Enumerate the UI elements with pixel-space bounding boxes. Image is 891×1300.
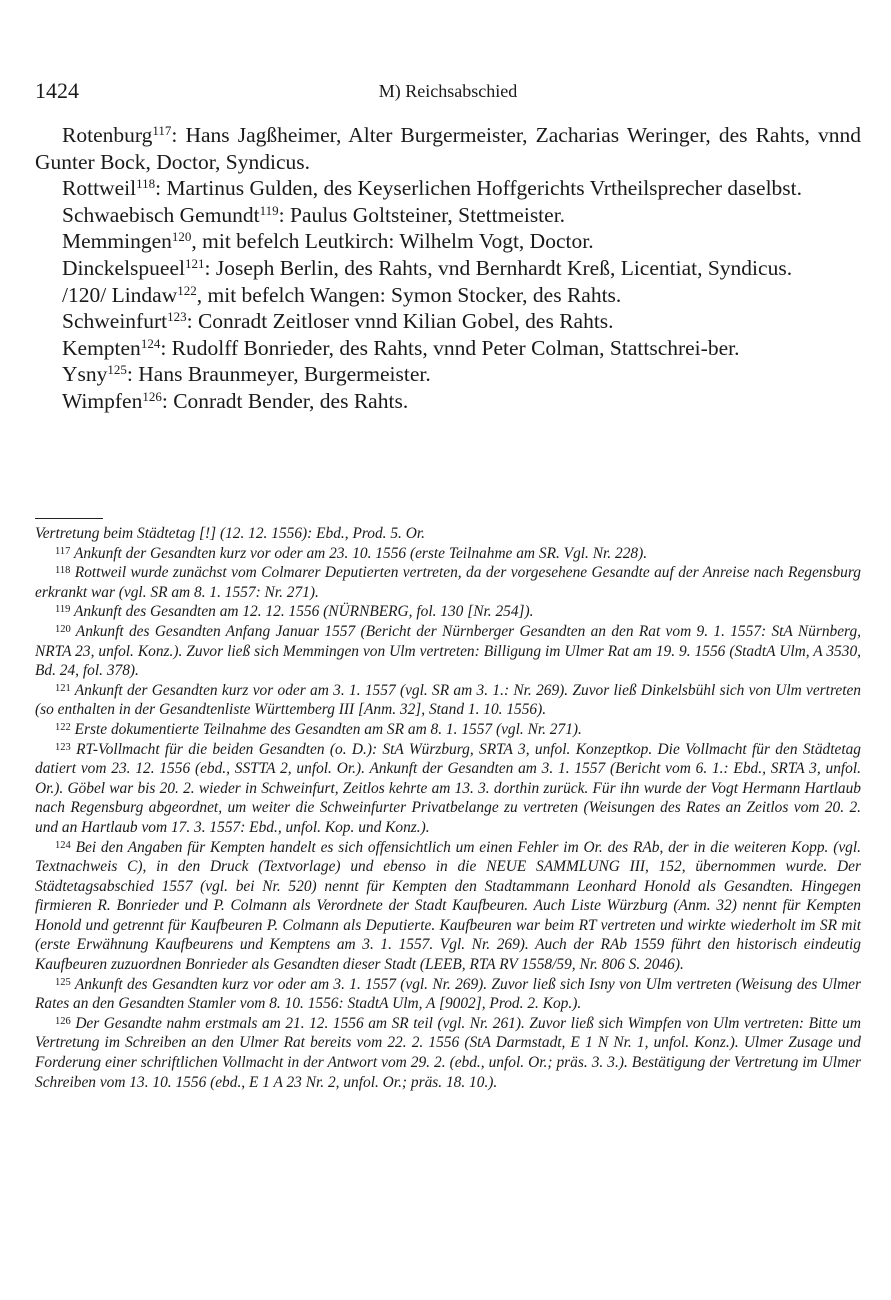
footnote-number: 119 [55, 604, 71, 616]
footnote-119 [35, 602, 861, 622]
entry-schweinfurt [35, 308, 861, 335]
footnote-text: RT-Vollmacht für die beiden Gesandten (o. D.): StA Würzburg, SRTA 3, unfol. Konzeptkop. Die Vollmacht für den Städtetag datiert vom 23. 12. 1556 (ebd., SSTTA 2, unfol. Or.). Ankunft der Gesandten am 3. 1. 1557 (Bericht vom 6. 1.: Ebd., SRTA 3, unfol. Or.). Göbel war bis 20. 2. wieder in Schweinfurt, Zeitlos kehrte am 13. 3. dorthin zurück. Für ihn wurde der Vogt Hermann Hartlaub nach Regensburg abgeordnet, um weiter die Schweinfurter Privatbelange zu vertreten (Weisungen des Rates an Zeitlos vom 20. 2. und an Hartlaub vom 17. 3. 1557: Ebd., unfol. Kop. und Konz.). [35, 740, 861, 836]
footnote-124 [35, 838, 861, 975]
footnote-divider [35, 518, 103, 519]
entry-place: Kempten [62, 335, 141, 360]
footnote-ref: 122 [177, 282, 197, 298]
entry-place: Ysny [62, 362, 108, 387]
entry-lindaw [35, 282, 861, 309]
footnote-number: 117 [55, 545, 71, 557]
entry-rotenburg [35, 122, 861, 175]
footnote-ref: 126 [142, 388, 162, 404]
footnote-120 [35, 622, 861, 681]
entry-text: : Hans Jagßheimer, Alter Burgermeister, Zacharias Weringer, des Rahts, vnnd Gunter Bock, Doctor, Syndicus. [35, 123, 861, 174]
entry-kempten [35, 335, 861, 362]
footnote-text: Bei den Angaben für Kempten handelt es sich offensichtlich um einen Fehler im Or. des RAb, der in die weiteren Kopp. (vgl. Textnachweis C), in den Druck (Textvorlage) und ebenso in die NEUE SAMMLUNG III, 152, übernommen wurde. Der Städtetagsabschied 1557 (vgl. bei Nr. 520) nennt für Kempten den Stadtammann Leonhard Honold als Gesandten. Hingegen firmieren R. Bonrieder und P. Colmann als Verordnete der Stadt Kaufbeuren. Auch Liste Würzburg (Anm. 32) nennt für Kempten Honold und getrennt für Kaufbeuren P. Colmann als Deputierte. Kaufbeuren war beim RT vertreten und wirkte wiederholt im SR mit (erste Erwähnung Kaufbeurens und Kemptens am 3. 1. 1557. Vgl. Nr. 269). Auch der RAb 1559 führt den historisch eindeutig Kaufbeuren zuzuordnen Bonrieder als Gesandten dieser Stadt (LEEB, RTA RV 1558/59, Nr. 806 S. 2046). [35, 838, 861, 974]
entry-place: Wimpfen [62, 388, 143, 413]
footnote-121 [35, 681, 861, 720]
footnote-ref: 120 [171, 229, 192, 245]
footnote-text: Ankunft des Gesandten kurz vor oder am 3. 1. 1557 (vgl. Nr. 269). Zuvor ließ sich Isny von Ulm vertreten (Weisung des Ulmer Rates an den Gesandten Stamler vom 8. 10. 1556: StadtA Ulm, A [9002], Prod. 2. Kop.). [35, 975, 861, 1013]
footnote-number: 124 [55, 839, 71, 851]
footnote-ref: 121 [185, 255, 205, 271]
entry-ysny [35, 361, 861, 388]
footnote-126 [35, 1014, 861, 1092]
footnote-117 [35, 544, 861, 564]
entry-dinckelspueel [35, 255, 861, 282]
footnote-number: 125 [55, 976, 71, 988]
footnote-ref: 118 [136, 176, 156, 192]
footnote-text: Ankunft der Gesandten kurz vor oder am 3. 1. 1557 (vgl. SR am 3. 1.: Nr. 269). Zuvor ließ Dinkelsbühl sich von Ulm vertreten (so enthalten in der Gesandtenliste Württemberg III [Anm. 32], Stand 1. 10. 1556). [35, 681, 861, 719]
footnote-text: Ankunft des Gesandten Anfang Januar 1557 (Bericht der Nürnberger Gesandten an den Rat vom 9. 1. 1557: StA Nürnberg, NRTA 23, unfol. Konz.). Zuvor ließ sich Memmingen von Ulm vertreten: Billigung im Ulmer Rat am 19. 9. 1556 (StadtA Ulm, A 3530, Bd. 24, fol. 378). [35, 622, 861, 680]
footnote-number: 121 [55, 682, 71, 694]
footnote-text: Der Gesandte nahm erstmals am 21. 12. 1556 am SR teil (vgl. Nr. 261). Zuvor ließ sich Wimpfen von Ulm vertreten: Bitte um Vertretung im Schreiben an den Ulmer Rat bereits vom 22. 2. 1556 (StA Darmstadt, E 1 N Nr. 1, unfol. Konz.). Ulmer Zusage und Forderung einer schriftlichen Vollmacht in der Antwort vom 29. 2. (ebd., unfol. Or.; präs. 3. 3.). Bestätigung der Vertretung im Ulmer Schreiben vom 13. 10. 1556 (ebd., E 1 A 23 Nr. 2, unfol. Or.; präs. 18. 10.). [35, 1014, 861, 1091]
entry-place: Schwaebisch Gemundt [62, 202, 260, 227]
entry-text: : Martinus Gulden, des Keyserlichen Hoffgerichts Vrtheilsprecher daselbst. [155, 176, 803, 201]
entry-text: : Conradt Bender, des Rahts. [161, 388, 409, 413]
footnote-text: Erste dokumentierte Teilnahme des Gesandten am SR am 8. 1. 1557 (vgl. Nr. 271). [74, 720, 582, 738]
running-head: M) Reichsabschied [378, 81, 518, 101]
entry-schwaebisch-gemundt [35, 202, 861, 229]
entry-place: Memmingen [62, 229, 172, 254]
footnote-ref: 117 [152, 123, 172, 138]
footnote-123 [35, 740, 861, 838]
footnote-118 [35, 563, 861, 602]
entry-wimpfen [35, 388, 861, 415]
entry-text: : Paulus Goltsteiner, Stettmeister. [278, 202, 566, 227]
entry-place: Dinckelspueel [62, 255, 185, 280]
footnote-continuation: Vertretung beim Städtetag [!] (12. 12. 1556): Ebd., Prod. 5. Or. [35, 525, 426, 542]
entry-place: Rottweil [62, 176, 137, 201]
entry-text: : Rudolff Bonrieder, des Rahts, vnnd Peter Colman, Stattschrei-ber. [160, 335, 740, 360]
entry-place: Schweinfurt [62, 309, 168, 334]
entry-place: Rotenburg [62, 123, 153, 147]
footnote-ref: 124 [140, 335, 161, 351]
entry-rottweil [35, 175, 861, 202]
entry-place: /120/ Lindaw [62, 282, 178, 307]
entry-text: : Joseph Berlin, des Rahts, vnd Bernhardt Kreß, Licentiat, Syndicus. [204, 255, 793, 280]
footnote-122 [35, 720, 861, 740]
footnote-number: 123 [55, 741, 71, 753]
footnote-number: 120 [55, 623, 71, 635]
entry-memmingen [35, 228, 861, 255]
page-header [35, 78, 861, 108]
entry-text: : Hans Braunmeyer, Burgermeister. [126, 362, 431, 387]
entry-text: , mit befelch Leutkirch: Wilhelm Vogt, Doctor. [191, 229, 594, 254]
page-number: 1424 [35, 78, 79, 103]
footnote-number: 126 [55, 1015, 71, 1027]
footnote-text: Rottweil wurde zunächst vom Colmarer Deputierten vertreten, da der vorgesehene Gesandte auf der Anreise nach Regensburg erkrankt war (vgl. SR am 8. 1. 1557: Nr. 271). [35, 564, 861, 601]
footnote-text: Ankunft der Gesandten kurz vor oder am 23. 10. 1556 (erste Teilnahme am SR. Vgl. Nr. 228). [73, 544, 648, 562]
footnotes [35, 524, 861, 1092]
footnote-ref: 125 [107, 362, 127, 378]
entry-text: : Conradt Zeitloser vnnd Kilian Gobel, des Rahts. [186, 309, 614, 334]
footnote-number: 118 [55, 565, 71, 577]
footnote-ref: 119 [259, 202, 279, 218]
footnote-125 [35, 975, 861, 1014]
main-text [35, 122, 861, 415]
footnote-number: 122 [55, 721, 71, 733]
footnote-text: Ankunft des Gesandten am 12. 12. 1556 (NÜRNBERG, fol. 130 [Nr. 254]). [73, 603, 534, 621]
footnote-ref: 123 [167, 309, 187, 325]
entry-text: , mit befelch Wangen: Symon Stocker, des Rahts. [196, 282, 622, 307]
